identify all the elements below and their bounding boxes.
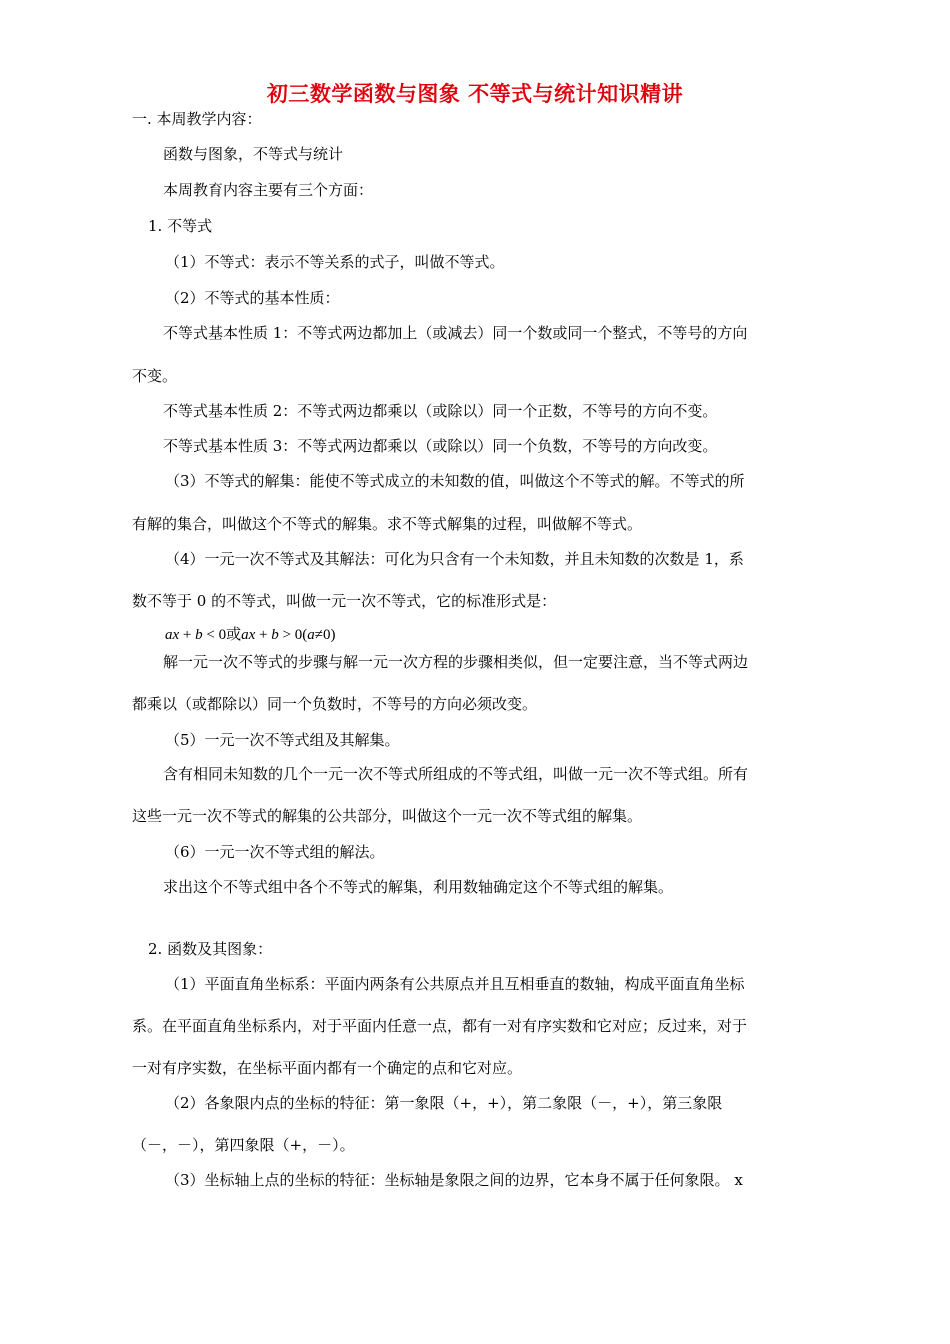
inequality-formula: ax + b < 0或ax + b > 0(a≠0) bbox=[165, 627, 336, 643]
paragraph-line: 函数与图象，不等式与统计 bbox=[163, 145, 344, 163]
paragraph-line: （3）不等式的解集：能使不等式成立的未知数的值，叫做这个不等式的解。不等式的所 bbox=[165, 472, 745, 490]
paragraph-line: 不等式基本性质 1：不等式两边都加上（或减去）同一个数或同一个整式，不等号的方向 bbox=[163, 324, 748, 342]
paragraph-line: （6）一元一次不等式组的解法。 bbox=[165, 843, 385, 861]
subsection-heading: 1. 不等式 bbox=[148, 217, 213, 235]
paragraph-line: 本周教育内容主要有三个方面： bbox=[163, 181, 374, 199]
paragraph-line: （4）一元一次不等式及其解法：可化为只含有一个未知数，并且未知数的次数是 1，系 bbox=[165, 550, 744, 568]
paragraph-line: 不变。 bbox=[132, 367, 178, 385]
paragraph-line: 系。在平面直角坐标系内，对于平面内任意一点，都有一对有序实数和它对应；反过来，对于 bbox=[132, 1017, 748, 1035]
paragraph-line: 求出这个不等式组中各个不等式的解集，利用数轴确定这个不等式组的解集。 bbox=[163, 878, 674, 896]
paragraph-line: （－，－），第四象限（+，－）。 bbox=[132, 1136, 355, 1154]
paragraph-line: （3）坐标轴上点的坐标的特征：坐标轴是象限之间的边界，它本身不属于任何象限。 x bbox=[165, 1171, 743, 1189]
paragraph-line: （1）平面直角坐标系：平面内两条有公共原点并且互相垂直的数轴，构成平面直角坐标 bbox=[165, 975, 745, 993]
paragraph-line: 都乘以（或都除以）同一个负数时，不等号的方向必须改变。 bbox=[132, 695, 538, 713]
section-heading: 一. 本周教学内容： bbox=[132, 110, 262, 128]
subsection-heading: 2. 函数及其图象： bbox=[148, 940, 273, 958]
paragraph-line: （1）不等式：表示不等关系的式子，叫做不等式。 bbox=[165, 253, 505, 271]
paragraph-line: （2）各象限内点的坐标的特征：第一象限（+，+），第二象限（－，+），第三象限 bbox=[165, 1094, 723, 1112]
paragraph-line: （2）不等式的基本性质： bbox=[165, 289, 340, 307]
paragraph-line: 不等式基本性质 3：不等式两边都乘以（或除以）同一个负数，不等号的方向改变。 bbox=[163, 437, 718, 455]
paragraph-line: 这些一元一次不等式的解集的公共部分，叫做这个一元一次不等式组的解集。 bbox=[132, 807, 643, 825]
paragraph-line: 一对有序实数，在坐标平面内都有一个确定的点和它对应。 bbox=[132, 1059, 523, 1077]
paragraph-line: （5）一元一次不等式组及其解集。 bbox=[165, 731, 400, 749]
paragraph-line: 数不等于 0 的不等式，叫做一元一次不等式，它的标准形式是： bbox=[132, 592, 557, 610]
paragraph-line: 不等式基本性质 2：不等式两边都乘以（或除以）同一个正数，不等号的方向不变。 bbox=[163, 402, 718, 420]
paragraph-line: 含有相同未知数的几个一元一次不等式所组成的不等式组，叫做一元一次不等式组。所有 bbox=[163, 765, 749, 783]
document-title: 初三数学函数与图象 不等式与统计知识精讲 bbox=[266, 81, 684, 106]
paragraph-line: 解一元一次不等式的步骤与解一元一次方程的步骤相类似，但一定要注意，当不等式两边 bbox=[163, 653, 749, 671]
paragraph-line: 有解的集合，叫做这个不等式的解集。求不等式解集的过程，叫做解不等式。 bbox=[132, 515, 643, 533]
